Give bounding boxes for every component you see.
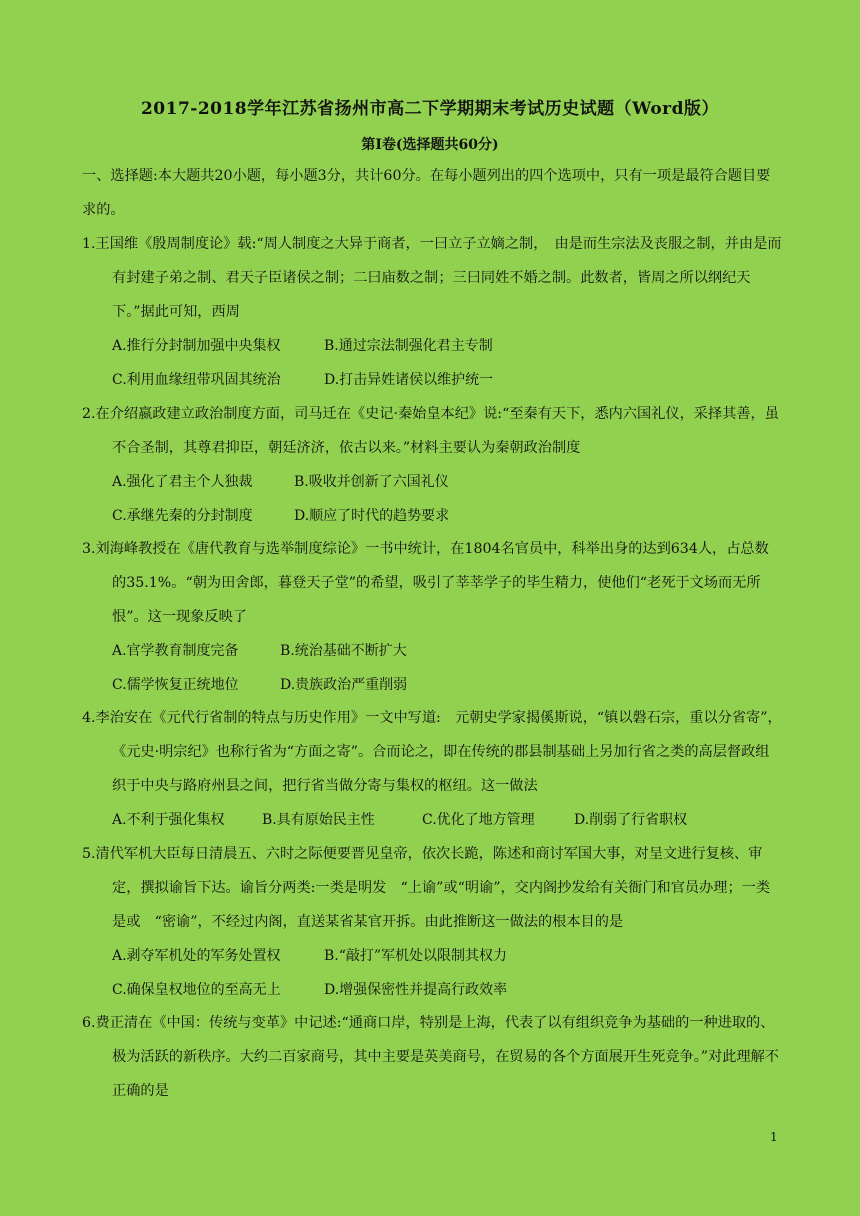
question-stem: 1.王国维《殷周制度论》载:“周人制度之大异于商者，一曰立子立嫡之制， 由是而生宗法及丧服之制，并由是而有封建子弟之制、君天子臣诸侯之制；二曰庙数之制；三曰同姓不婚之制。此数者，皆周之所以纲纪天下。”据此可知，西周 — [82, 236, 782, 320]
options-row — [82, 973, 782, 1007]
option-a: A.不利于强化集权 — [112, 812, 225, 828]
section-heading: 第Ⅰ卷(选择题共60分) — [361, 137, 499, 153]
option-a: A.强化了君主个人独裁 — [112, 474, 253, 490]
question-3 — [82, 532, 782, 702]
question-stem: 5.清代军机大臣每日清晨五、六时之际便要晋见皇帝，依次长跪，陈述和商讨军国大事，对呈文进行复核、审定，撰拟谕旨下达。谕旨分两类:一类是明发 “上谕”或“明谕”，交内阁抄发给有关衙门和官员办理；一类是或 “密谕”，不经过内阁，直送某省某官开拆。由此推断这一做法的根本目的是 — [82, 846, 771, 930]
question-4 — [82, 701, 782, 837]
options-row — [82, 329, 782, 363]
option-b: B.具有原始民主性 — [262, 812, 375, 828]
option-b: B.通过宗法制强化君主专制 — [324, 338, 493, 354]
options-row — [82, 363, 782, 397]
question-2 — [82, 397, 782, 533]
page-number: 1 — [770, 1130, 778, 1144]
question-stem: 6.费正清在《中国：传统与变革》中记述:“通商口岸，特别是上海，代表了以有组织竞争为基础的一种进取的、 极为活跃的新秩序。大约二百家商号，其中主要是英美商号，在贸易的各个方面展开生死竞争。”对此理解不正确的是 — [82, 1015, 782, 1099]
question-6 — [82, 1006, 782, 1108]
options-row — [82, 634, 782, 668]
option-d: D.增强保密性并提高行政效率 — [324, 982, 508, 998]
option-a: A.推行分封制加强中央集权 — [112, 338, 281, 354]
instructions-paragraph: 一、选择题:本大题共20小题，每小题3分，共计60分。在每小题列出的四个选项中，只有一项是最符合题目要求的。 — [82, 168, 771, 218]
options-row — [82, 499, 782, 533]
option-b: B.“敲打”军机处以限制其权力 — [324, 948, 508, 964]
option-c: C.儒学恢复正统地位 — [112, 677, 239, 693]
option-b: B.统治基础不断扩大 — [280, 643, 407, 659]
options-row — [82, 939, 782, 973]
question-stem: 2.在介绍嬴政建立政治制度方面，司马迁在《史记·秦始皇本纪》说:“至秦有天下，悉内六国礼仪，采择其善，虽不合圣制，其尊君抑臣，朝廷济济，依古以来。”材料主要认为秦朝政治制度 — [82, 406, 779, 456]
options-row — [82, 668, 782, 702]
option-d: D.贵族政治严重削弱 — [280, 677, 408, 693]
document-title: 2017-2018学年江苏省扬州市高二下学期期末考试历史试题（Word版） — [140, 99, 720, 119]
question-1 — [82, 227, 782, 397]
option-d: D.削弱了行省职权 — [574, 812, 688, 828]
options-row — [82, 803, 782, 837]
option-d: D.打击异姓诸侯以维护统一 — [324, 372, 494, 388]
option-c: C.确保皇权地位的至高无上 — [112, 982, 281, 998]
option-a: A.官学教育制度完备 — [112, 643, 239, 659]
option-c: C.利用血缘纽带巩固其统治 — [112, 372, 281, 388]
option-a: A.剥夺军机处的军务处置权 — [112, 948, 281, 964]
question-5 — [82, 837, 782, 1007]
question-stem: 4.李治安在《元代行省制的特点与历史作用》一文中写道: 元朝史学家揭傒斯说，“镇以磐石宗，重以分省寄”，《元史·明宗纪》也称行省为“方面之寄”。合而论之，即在传统的郡县制基础上另加行省之类的高层督政组织于中央与路府州县之间，把行省当做分寄与集权的枢纽。这一做法 — [82, 710, 782, 794]
option-c: C.优化了地方管理 — [422, 812, 535, 828]
option-b: B.吸收并创新了六国礼仪 — [294, 474, 449, 490]
options-row — [82, 465, 782, 499]
option-c: C.承继先秦的分封制度 — [112, 508, 253, 524]
option-d: D.顺应了时代的趋势要求 — [294, 508, 450, 524]
question-stem: 3.刘海峰教授在《唐代教育与选举制度综论》一书中统计，在1804名官员中，科举出身的达到634人，占总数的35.1%。“朝为田舍郎，暮登天子堂”的希望，吸引了莘莘学子的毕生精力，使他们“老死于文场而无所恨”。这一现象反映了 — [82, 541, 769, 625]
